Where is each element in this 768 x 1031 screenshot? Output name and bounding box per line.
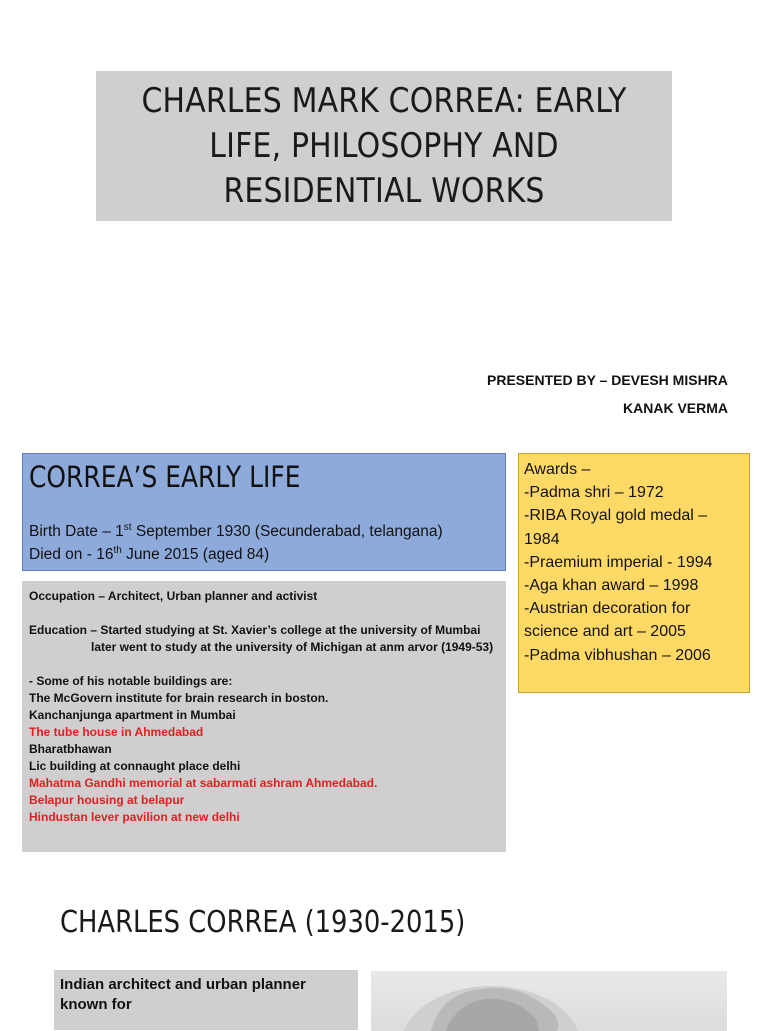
- award-item: -Aga khan award – 1998: [524, 577, 699, 595]
- award-item: -Austrian decoration for science and art – 2005: [524, 600, 691, 641]
- building-item: Kanchanjunga apartment in Mumbai: [29, 708, 236, 722]
- buildings-intro: - Some of his notable buildings are:: [29, 674, 233, 688]
- building-item: Mahatma Gandhi memorial at sabarmati ashram Ahmedabad.: [29, 776, 378, 790]
- presented-by: PRESENTED BY – DEVESH MISHRA: [487, 372, 728, 388]
- death-date: [29, 545, 269, 564]
- building-item: The tube house in Ahmedabad: [29, 725, 204, 739]
- early-life-heading: CORREA’S EARLY LIFE: [29, 460, 301, 494]
- occupation: Occupation – Architect, Urban planner and activist: [29, 589, 318, 603]
- award-item: -Padma vibhushan – 2006: [524, 646, 711, 664]
- education-line-2: later went to study at the university of Michigan at anm arvor (1949-53): [91, 640, 494, 654]
- death-prefix: Died on - 16: [29, 546, 114, 564]
- details-box: [22, 581, 506, 852]
- page-title: CHARLES MARK CORREA: EARLY LIFE, PHILOSOPHY AND RESIDENTIAL WORKS: [141, 80, 627, 211]
- death-rest: June 2015 (aged 84): [121, 546, 270, 564]
- presenter-name: KANAK VERMA: [623, 400, 728, 416]
- building-item: Bharatbhawan: [29, 742, 112, 756]
- portrait-photo: [371, 971, 727, 1031]
- birth-prefix: Birth Date – 1: [29, 523, 124, 541]
- birth-sup: st: [123, 522, 132, 533]
- portrait-image: [371, 971, 727, 1031]
- buildings-list: [29, 690, 499, 826]
- building-item: Belapur housing at belapur: [29, 793, 185, 807]
- birth-date: [29, 522, 443, 541]
- death-sup: th: [113, 545, 122, 556]
- building-item: Lic building at connaught place delhi: [29, 759, 241, 773]
- award-item: -RIBA Royal gold medal – 1984: [524, 507, 708, 548]
- award-item: -Praemium imperial - 1994: [524, 553, 713, 571]
- education-line-1: Education – Started studying at St. Xavier’s college at the university of Mumbai: [29, 623, 481, 637]
- awards-box: [518, 453, 750, 693]
- intro-text: Indian architect and urban planner known for: [60, 976, 306, 1013]
- early-life-box: [22, 453, 506, 571]
- award-item: -Padma shri – 1972: [524, 484, 664, 502]
- building-item: Hindustan lever pavilion at new delhi: [29, 810, 240, 824]
- title-box: [96, 71, 672, 221]
- awards-heading: Awards –: [524, 461, 591, 478]
- building-item: The McGovern institute for brain research in boston.: [29, 691, 329, 705]
- section-title: CHARLES CORREA (1930-2015): [60, 905, 466, 940]
- intro-box: [54, 970, 358, 1030]
- birth-rest: September 1930 (Secunderabad, telangana): [131, 523, 443, 541]
